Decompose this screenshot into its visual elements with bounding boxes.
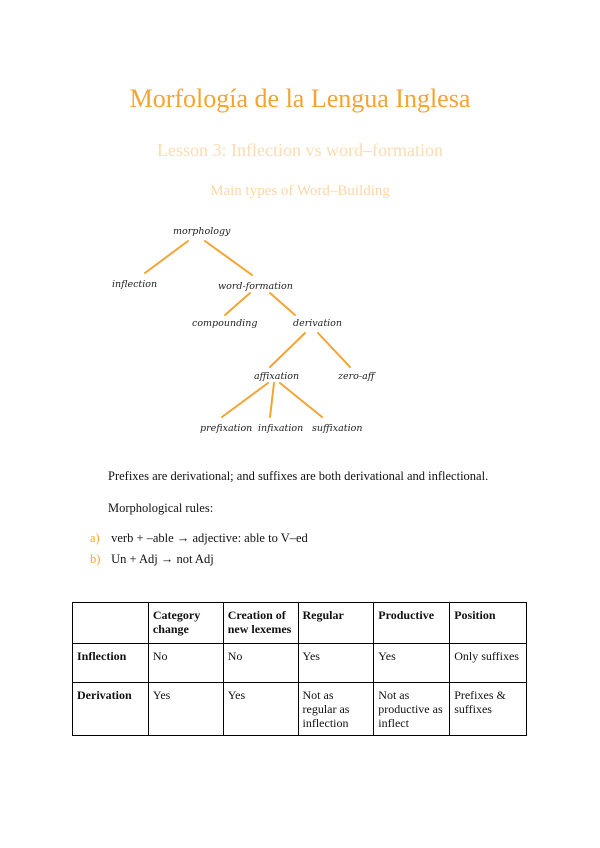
table-cell: Not as productive as inflect xyxy=(374,683,450,736)
comparison-table xyxy=(72,602,527,736)
node-prefixation: prefixation xyxy=(200,423,253,434)
edge-wf-derivation xyxy=(270,293,295,315)
rule-b xyxy=(90,552,214,567)
edge-der-affixation xyxy=(270,333,305,367)
node-inflection: inflection xyxy=(112,279,158,290)
table-header-cell: Position xyxy=(450,603,527,644)
table-cell: Prefixes & suffixes xyxy=(450,683,527,736)
table-header-cell: Category change xyxy=(148,603,223,644)
table-cell: Yes xyxy=(223,683,298,736)
edge-wf-compounding xyxy=(225,293,250,315)
table-header-cell xyxy=(73,603,149,644)
table-cell: Not as regular as inflection xyxy=(298,683,374,736)
rule-a xyxy=(90,531,308,546)
table-row-header: Derivation xyxy=(73,683,149,736)
table-cell: Yes xyxy=(374,644,450,683)
table-cell: Yes xyxy=(298,644,374,683)
table-cell: No xyxy=(223,644,298,683)
table-row xyxy=(73,644,527,683)
rule-b-marker: b) xyxy=(90,552,101,566)
word-building-tree-diagram xyxy=(100,215,400,440)
table-row xyxy=(73,683,527,736)
table-row-header: Inflection xyxy=(73,644,149,683)
table-cell: Only suffixes xyxy=(450,644,527,683)
edge-root-wordformation xyxy=(205,241,252,275)
edge-aff-infixation xyxy=(270,383,274,417)
table-header-row xyxy=(73,603,527,644)
node-morphology: morphology xyxy=(173,226,231,237)
node-word-formation: word-formation xyxy=(218,281,293,292)
rule-b-text: Un + Adj → not Adj xyxy=(111,552,214,566)
table-cell: No xyxy=(148,644,223,683)
node-affixation: affixation xyxy=(254,371,300,382)
paragraph-prefixes: Prefixes are derivational; and suffixes are both derivational and inflectional. xyxy=(108,469,489,483)
node-derivation: derivation xyxy=(293,318,343,329)
node-suffixation: suffixation xyxy=(312,423,363,434)
node-compounding: compounding xyxy=(192,318,258,329)
rule-a-marker: a) xyxy=(90,531,100,545)
edge-root-inflection xyxy=(145,241,188,273)
edge-der-zeroaff xyxy=(318,333,350,367)
table-header-cell: Regular xyxy=(298,603,374,644)
edge-aff-suffixation xyxy=(280,383,322,417)
node-zero-aff: zero-aff xyxy=(338,371,375,382)
node-infixation: infixation xyxy=(258,423,304,434)
document-title: Morfología de la Lengua Inglesa xyxy=(129,84,471,113)
table-header-cell: Productive xyxy=(374,603,450,644)
edge-aff-prefixation xyxy=(222,383,268,417)
lesson-subtitle: Lesson 3: Inflection vs word–formation xyxy=(157,140,443,160)
paragraph-rules-heading: Morphological rules: xyxy=(108,501,214,515)
section-title: Main types of Word–Building xyxy=(210,183,390,199)
table-header-cell: Creation of new lexemes xyxy=(223,603,298,644)
table-cell: Yes xyxy=(148,683,223,736)
rule-a-text: verb + –able → adjective: able to V–ed xyxy=(111,531,308,545)
